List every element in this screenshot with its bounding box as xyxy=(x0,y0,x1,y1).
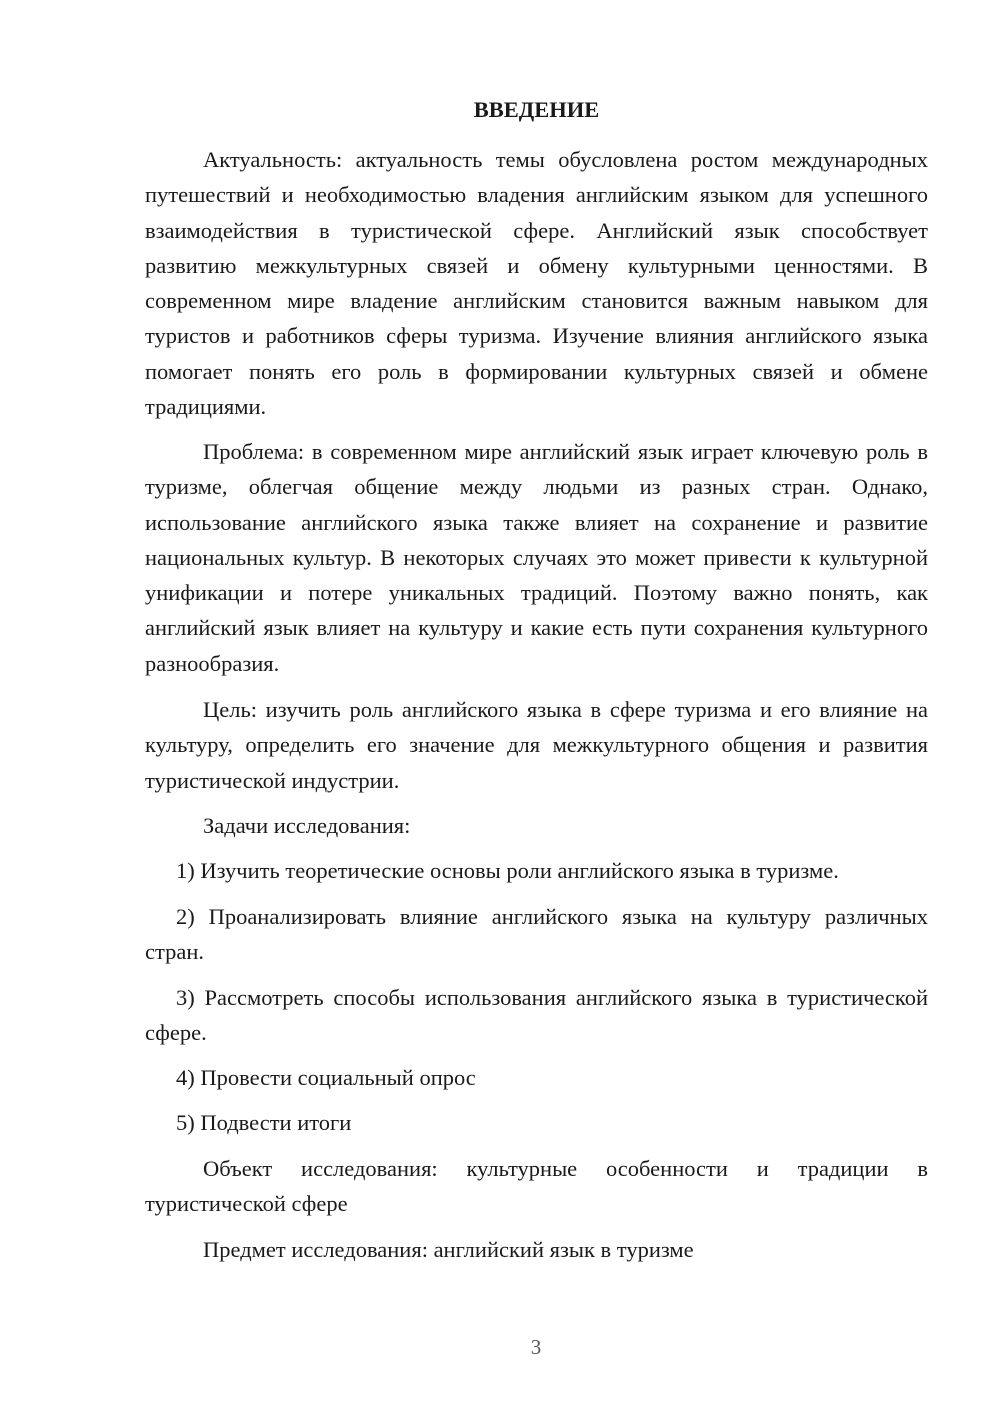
paragraph-subject: Предмет исследования: английский язык в туризме xyxy=(203,1237,694,1262)
page-number: 3 xyxy=(530,1335,542,1359)
paragraph-relevance: Актуальность: актуальность темы обусловлена ростом международных путешествий и необходимостью владения английским языком для успешного взаимодействия в туристической сфере. Английский язык способствует развитию межкультурных связей и обмену культурными ценностями. В современном мире владение английским становится важным навыком для туристов и работников сферы туризма. Изучение влияния английского языка помогает понять его роль в формировании культурных связей и обмене традициями. xyxy=(145,147,928,420)
task-item-3: 3) Рассмотреть способы использования английского языка в туристической сфере. xyxy=(145,985,928,1046)
paragraph-problem: Проблема: в современном мире английский язык играет ключевую роль в туризме, облегчая общение между людьми из разных стран. Однако, использование английского языка также влияет на сохранение и развитие национальных культур. В некоторых случаях это может привести к культурной унификации и потере уникальных традиций. Поэтому важно понять, как английский язык влияет на культуру и какие есть пути сохранения культурного разнообразия. xyxy=(145,439,928,676)
paragraph-goal: Цель: изучить роль английского языка в сфере туризма и его влияние на культуру, определить его значение для межкультурного общения и развития туристической индустрии. xyxy=(145,697,928,793)
paragraph-object: Объект исследования: культурные особенности и традиции в туристической сфере xyxy=(145,1156,928,1217)
task-item-4: 4) Провести социальный опрос xyxy=(176,1065,476,1090)
section-heading: ВВЕДЕНИЕ xyxy=(473,97,600,122)
tasks-heading: Задачи исследования: xyxy=(203,813,411,838)
task-item-2: 2) Проанализировать влияние английского языка на культуру различных стран. xyxy=(145,904,928,965)
task-item-1: 1) Изучить теоретические основы роли английского языка в туризме. xyxy=(176,858,839,883)
task-item-5: 5) Подвести итоги xyxy=(176,1110,352,1135)
